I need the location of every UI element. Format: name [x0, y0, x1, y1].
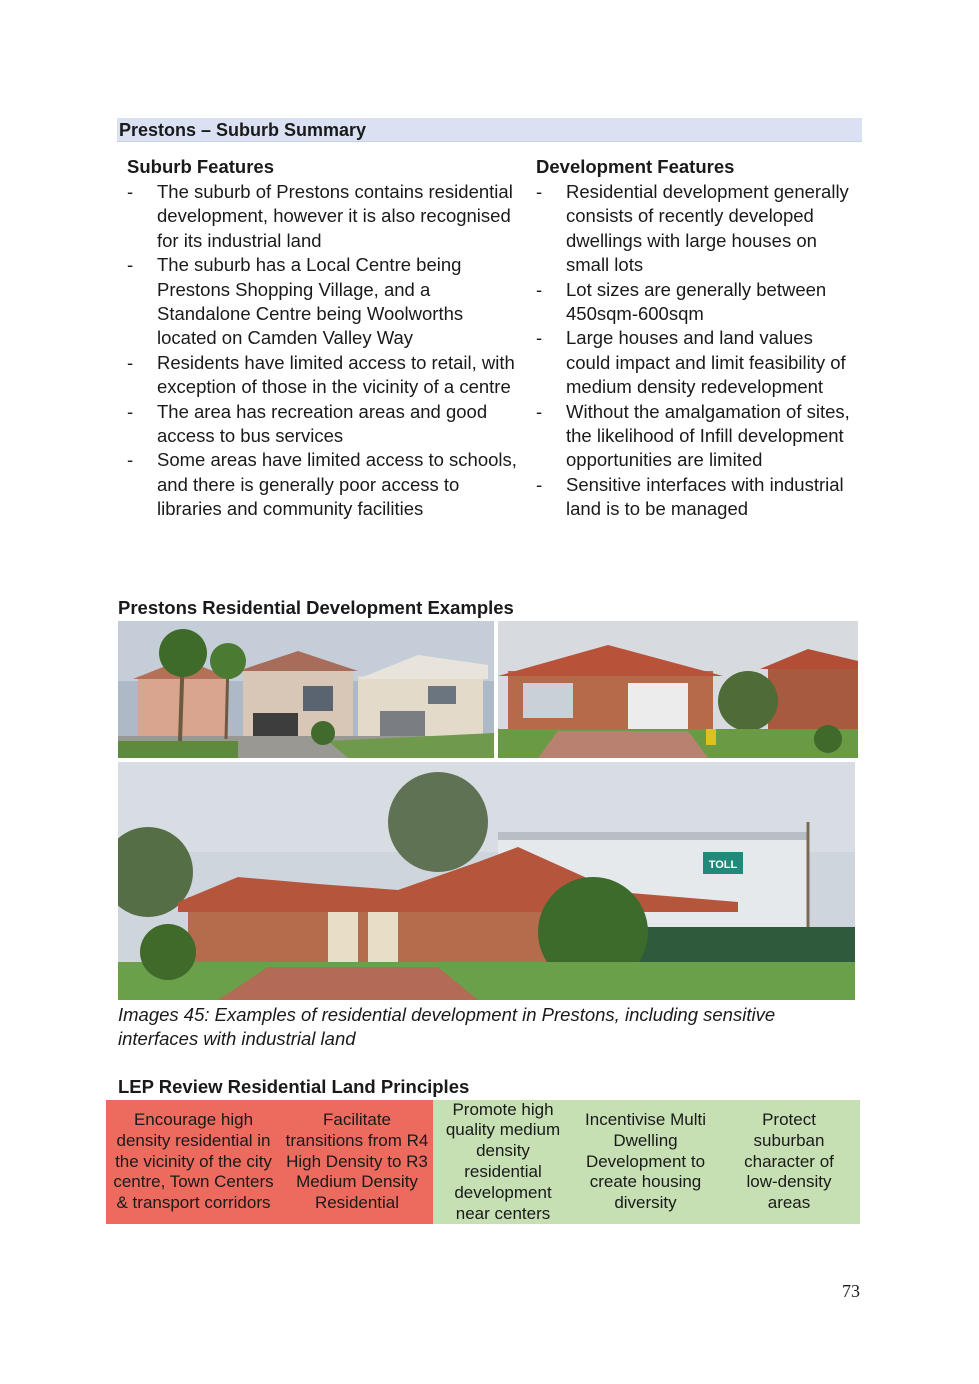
list-item: - Residential development generally consists of recently developed dwellings with large houses on small lots — [536, 180, 856, 278]
page-number: 73 — [842, 1281, 860, 1301]
principle-cell-2: Facilitate transitions from R4 High Density to R3 Medium Density Residential — [281, 1100, 433, 1224]
list-item: - The area has recreation areas and good access to bus services — [127, 400, 522, 449]
development-features-heading: Development Features — [536, 156, 735, 177]
principle-cell-3: Promote high quality medium density residential development near centers — [433, 1100, 573, 1224]
list-item: - Some areas have limited access to schools, and there is generally poor access to libraries and community facilities — [127, 448, 522, 521]
list-item: - Residents have limited access to retail, with exception of those in the vicinity of a centre — [127, 351, 522, 400]
list-item: - Without the amalgamation of sites, the likelihood of Infill development opportunities are limited — [536, 400, 856, 473]
development-features-column — [536, 155, 856, 522]
list-item: - Lot sizes are generally between 450sqm-600sqm — [536, 278, 856, 327]
suburb-features-column — [127, 155, 522, 522]
suburb-features-heading: Suburb Features — [127, 156, 274, 177]
suburb-features-list — [127, 180, 522, 522]
photo-brick-house — [498, 621, 858, 758]
principle-cell-1: Encourage high density residential in the vicinity of the city centre, Town Centers & transport corridors — [106, 1100, 281, 1224]
list-item: - The suburb of Prestons contains residential development, however it is also recognised for its industrial land — [127, 180, 522, 253]
figure-caption: Images 45: Examples of residential development in Prestons, including sensitive interfaces with industrial land — [118, 1004, 776, 1050]
list-item: - The suburb has a Local Centre being Prestons Shopping Village, and a Standalone Centre being Woolworths located on Camden Valley Way — [127, 253, 522, 351]
photo-two-storey-houses — [118, 621, 494, 758]
photo-industrial-interface — [118, 762, 855, 1000]
development-features-list — [536, 180, 856, 522]
suburb-summary-header: Prestons – Suburb Summary — [117, 118, 862, 142]
principles-title: LEP Review Residential Land Principles — [118, 1076, 470, 1097]
principles-table — [106, 1100, 860, 1224]
warehouse-sign-text: TOLL — [708, 859, 738, 871]
examples-title: Prestons Residential Development Examples — [118, 597, 514, 618]
list-item: - Sensitive interfaces with industrial land is to be managed — [536, 473, 856, 522]
list-item: - Large houses and land values could impact and limit feasibility of medium density redevelopment — [536, 326, 856, 399]
principle-cell-4: Incentivise Multi Dwelling Development to create housing diversity — [573, 1100, 718, 1224]
principle-cell-5: Protect suburban character of low-density areas — [718, 1100, 860, 1224]
